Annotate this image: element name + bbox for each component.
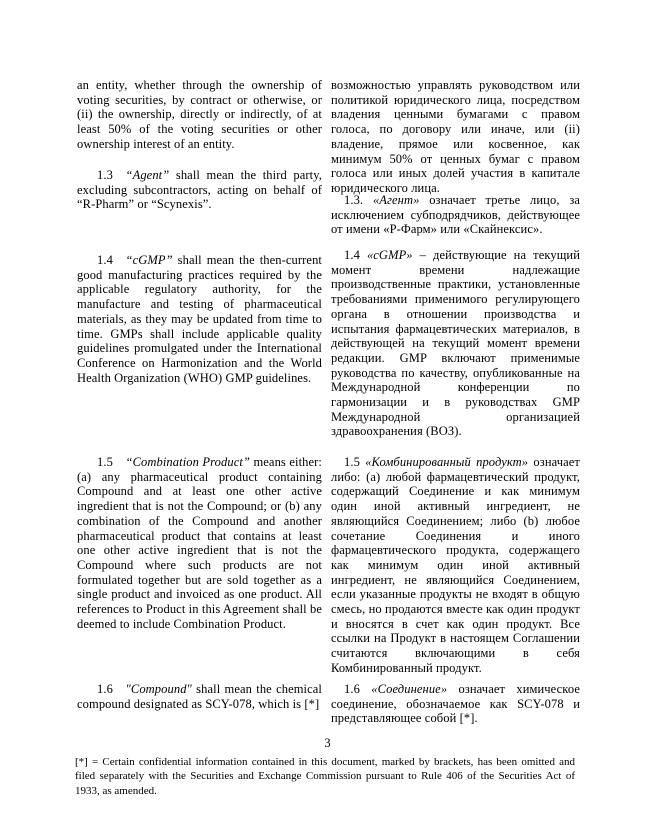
section-1-5-combination-product-ru: 1.5 «Комбинированный продукт» означает либо: (а) любой фармацевтический продукт, содержащий Соединение и как минимум один иной активный ингредиент, не являющийся Соединением; либо (b) любое сочетание Соединения и иного фармацевтического продукта, содержащего как минимум один иной активный ингредиент, не являющийся Соединением, если указанные продукты не входят в общую смесь, но продаются вместе как один продукт и вносятся в счет как один продукт. Все ссылки на Продукт в настоящем Соглашении считаются включающими в себя Комбинированный продукт. bbox=[331, 455, 580, 675]
confidentiality-footnote: [*] = Certain confidential information contained in this document, marked by brackets, has been omitted and filed separately with the Securities and Exchange Commission pursuant to Rule 406 of the Securities Act of 1933, as amended. bbox=[75, 756, 575, 797]
english-column bbox=[77, 0, 322, 840]
section-1-6-compound-en: 1.6 "Compound" shall mean the chemical compound designated as SCY-078, which is [*] bbox=[77, 682, 322, 711]
section-1-5-combination-product-en: 1.5 “Combination Product” means either: (a) any pharmaceutical product containing Compound and at least one other active ingredient that is not the Compound; or (b) any combination of the Compound and another pharmaceutical product that contains at least one other active ingredient that is not the Compound where such products are not formulated together but are sold together as a single product and invoiced as one product. All references to Product in this Agreement shall be deemed to include Combination Product. bbox=[77, 455, 322, 631]
paragraph-affiliate-definition-continuation-ru: возможностью управлять руководством или политикой юридического лица, посредством владения ценными бумагами с правом голоса, по договору или иначе, или (ii) владение, прямое или косвенное, как минимум 50% от ценных бумаг с правом голоса или иных долей участия в капитале юридического лица. bbox=[331, 78, 580, 195]
section-1-3-agent-ru: 1.3. «Агент» означает третье лицо, за исключением субподрядчиков, действующее от имени «Р-Фарм» или «Скайнексис». bbox=[331, 193, 581, 237]
page-number: 3 bbox=[324, 736, 331, 750]
russian-column bbox=[331, 0, 580, 840]
section-1-6-compound-ru: 1.6 «Соединение» означает химическое соединение, обозначаемое как SCY-078 и представляющее собой [*]. bbox=[331, 682, 580, 726]
section-1-4-cgmp-en: 1.4 “cGMP” shall mean the then-current good manufacturing practices required by the applicable regulatory authority, for the manufacture and testing of pharmaceutical materials, as they may be updated from time to time. GMPs shall include applicable quality guidelines promulgated under the International Conference on Harmonization and the World Health Organization (WHO) GMP guidelines. bbox=[77, 253, 322, 385]
section-1-3-agent-en: 1.3 “Agent” shall mean the third party, excluding subcontractors, acting on behalf of “R-Pharm” or “Scynexis”. bbox=[77, 168, 322, 212]
paragraph-affiliate-definition-continuation-en: an entity, whether through the ownership of voting securities, by contract or otherwise, or (ii) the ownership, directly or indirectly, of at least 50% of the voting securities or other ownership interest of an entity. bbox=[77, 78, 322, 151]
section-1-4-cgmp-ru: 1.4 «cGMP» – действующие на текущий момент времени надлежащие производственные практики, установленные требованиями применимого регулирующего органа в отношении производства и испытания фармацевтических материалов, в действующей на текущий момент времени редакции. GMP включают применимые руководства по качеству, опубликованные на Международной конференции по гармонизации и в руководствах GMP Международной организацией здравоохранения (ВОЗ). bbox=[331, 248, 580, 439]
